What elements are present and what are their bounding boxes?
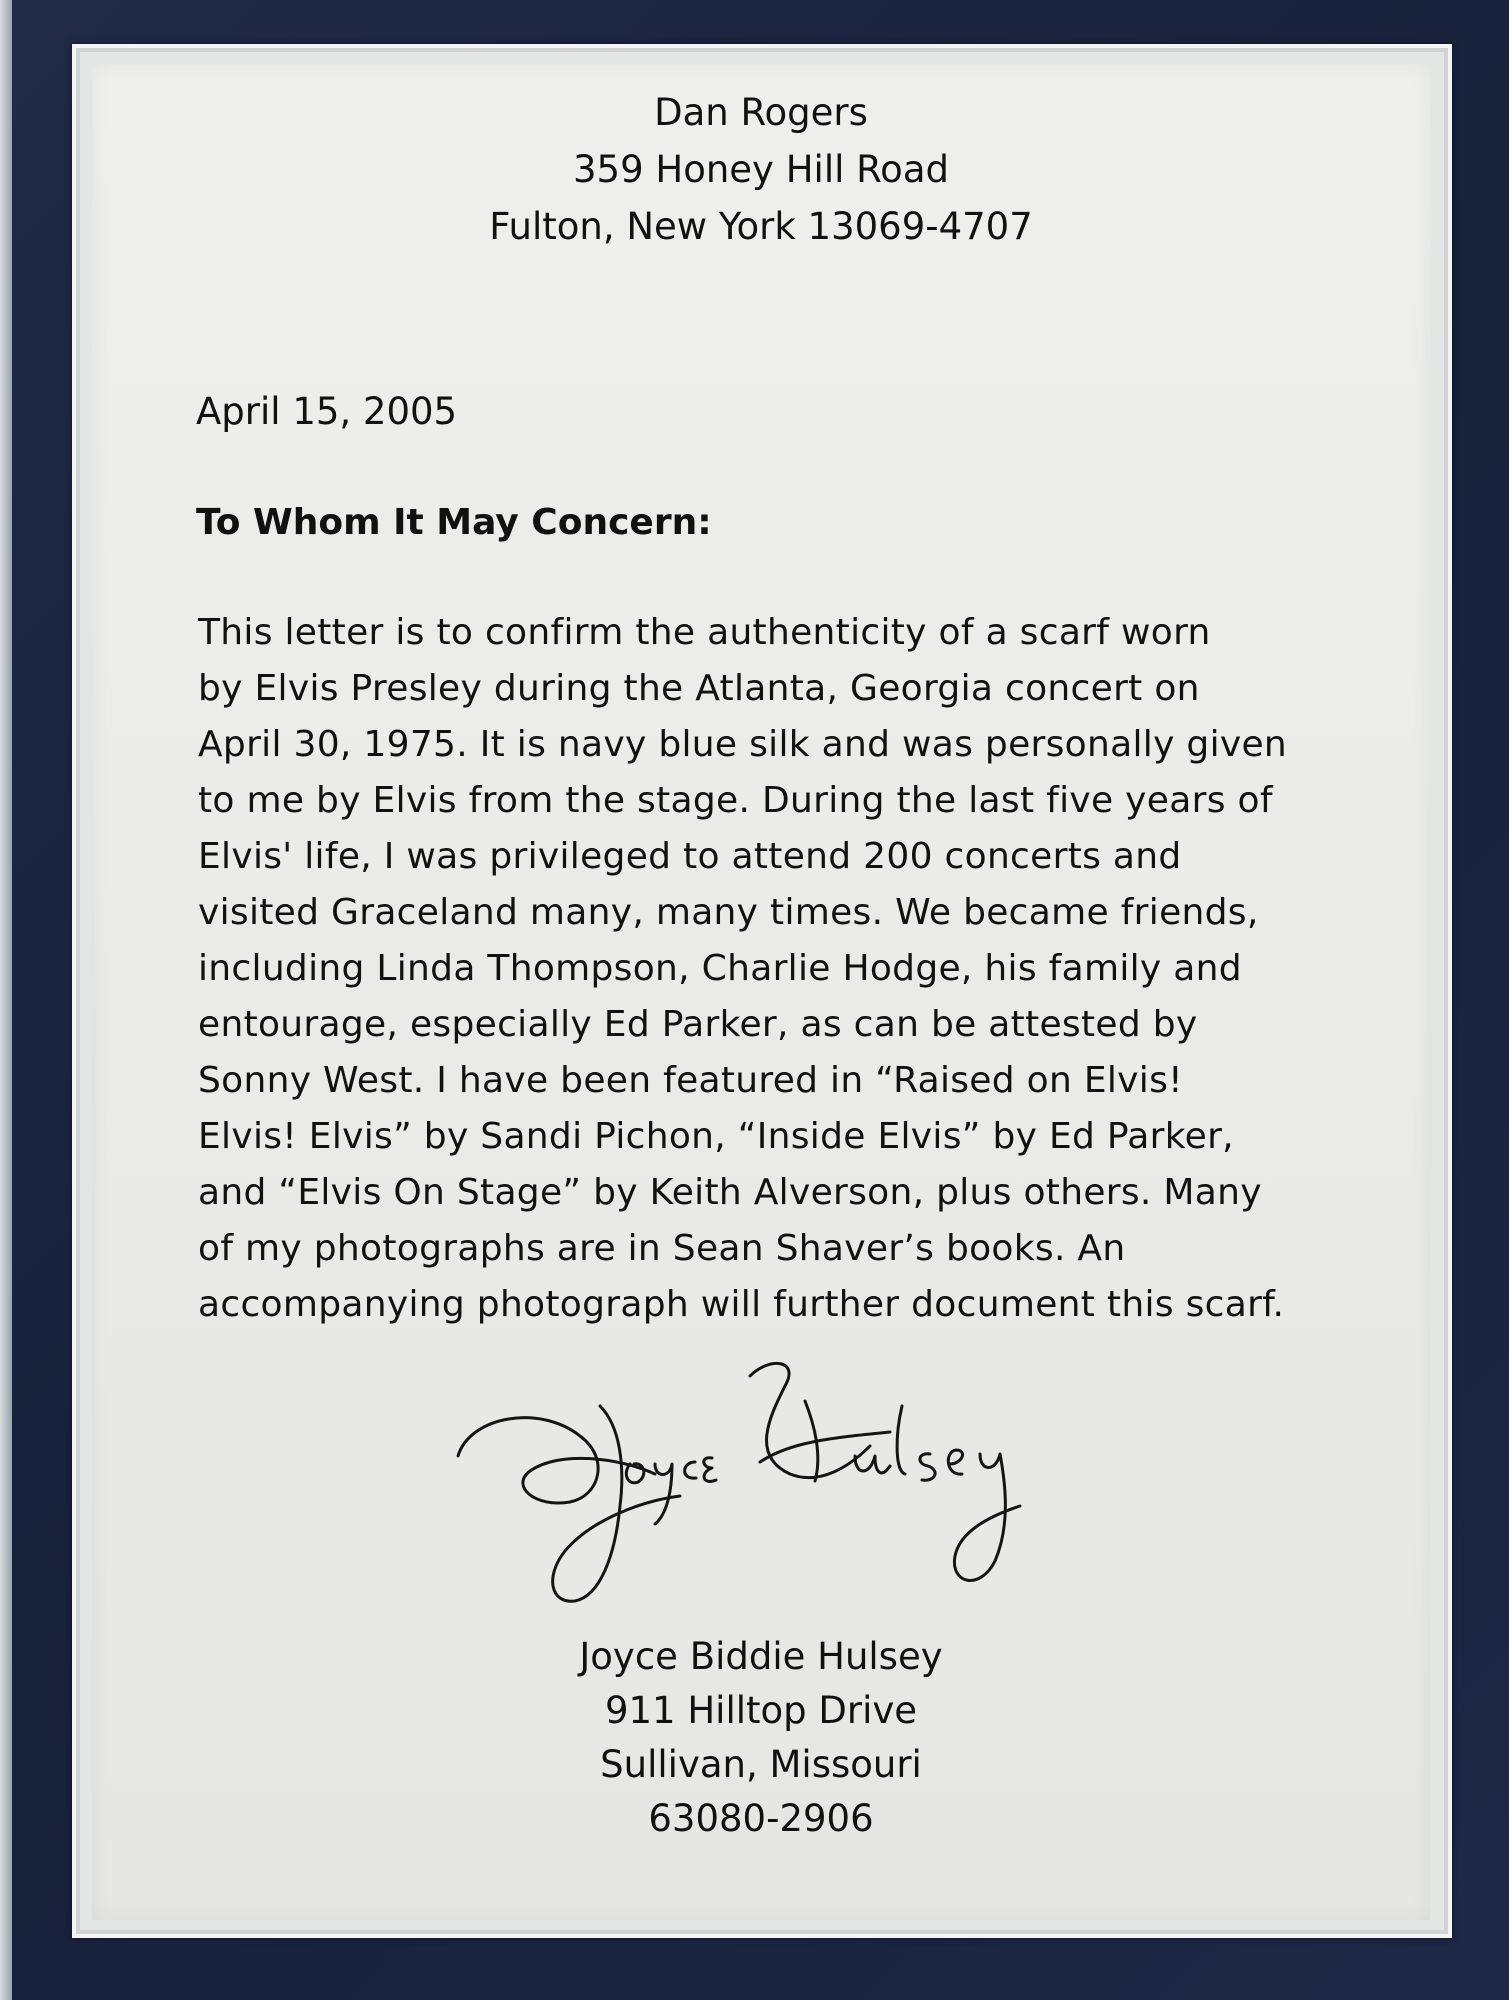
body-line: accompanying photograph will further document this scarf. (198, 1284, 1285, 1325)
letter-date: April 15, 2005 (196, 390, 458, 433)
letterhead-street: 359 Honey Hill Road (573, 148, 949, 191)
signer-zip: 63080-2906 (648, 1797, 874, 1840)
handwritten-signature (450, 1346, 1110, 1616)
body-line: This letter is to confirm the authenticity of a scarf worn (198, 612, 1211, 653)
body-line: Elvis! Elvis” by Sandi Pichon, “Inside Elvis” by Ed Parker, (198, 1116, 1234, 1157)
letterhead-name: Dan Rogers (654, 91, 868, 134)
signer-city: Sullivan, Missouri (600, 1743, 922, 1786)
body-line: Sonny West. I have been featured in “Raised on Elvis! (198, 1060, 1183, 1101)
body-line: by Elvis Presley during the Atlanta, Georgia concert on (198, 668, 1200, 709)
signer-street: 911 Hilltop Drive (604, 1689, 918, 1732)
signer-name: Joyce Biddie Hulsey (579, 1635, 943, 1678)
body-line: of my photographs are in Sean Shaver’s books. An (198, 1228, 1126, 1269)
body-line: Elvis' life, I was privileged to attend 200 concerts and (198, 836, 1182, 877)
body-line: including Linda Thompson, Charlie Hodge, his family and (198, 948, 1242, 989)
letterhead-city: Fulton, New York 13069-4707 (489, 205, 1033, 248)
frame-edge (0, 0, 12, 2000)
body-line: entourage, especially Ed Parker, as can be attested by (198, 1004, 1198, 1045)
body-line: and “Elvis On Stage” by Keith Alverson, plus others. Many (198, 1172, 1262, 1213)
letter-page (92, 64, 1430, 1920)
body-line: to me by Elvis from the stage. During the last five years of (198, 780, 1273, 821)
body-line: April 30, 1975. It is navy blue silk and was personally given (198, 724, 1288, 765)
body-line: visited Graceland many, many times. We became friends, (198, 892, 1259, 933)
salutation: To Whom It May Concern: (196, 502, 712, 543)
